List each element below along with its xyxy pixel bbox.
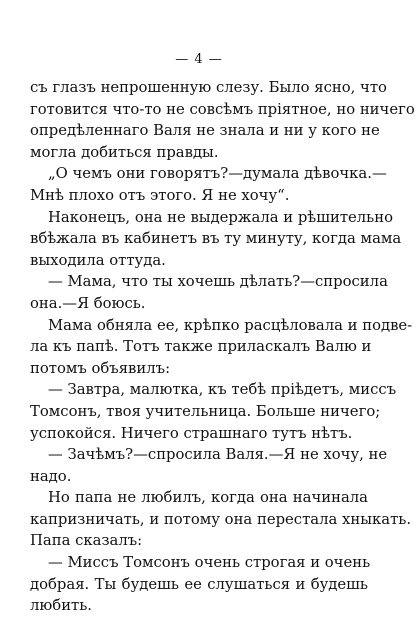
text-line: могла добиться правды. xyxy=(30,143,219,161)
text-line: — Мама, что ты хочешь дѣлать?—спросила xyxy=(48,273,388,291)
text-line: Наконецъ, она не выдержала и рѣшительно xyxy=(48,208,394,226)
text-line: ла къ папѣ. Тотъ также приласкалъ Валю и xyxy=(30,338,372,356)
text-line: — Зачѣмъ?—спросила Валя.—Я не хочу, не xyxy=(48,446,388,464)
text-line: капризничать, и потому она перестала хныкать. xyxy=(30,510,412,528)
text-line: готовится что-то не совсѣмъ пріятное, но ничего xyxy=(30,100,415,118)
text-line: Мама обняла ее, крѣпко расцѣловала и подве- xyxy=(48,316,413,334)
text-line: Мнѣ плохо отъ этого. Я не хочу“. xyxy=(30,186,290,204)
text-line: „О чемъ они говорятъ?—думала дѣвочка.— xyxy=(48,165,387,183)
text-line: добрая. Ты будешь ее слушаться и будешь xyxy=(30,575,368,593)
text-line: она.—Я боюсь. xyxy=(30,294,146,312)
text-line: выходила оттуда. xyxy=(30,251,166,269)
text-line: Папа сказалъ: xyxy=(30,532,143,550)
text-line: — Миссъ Томсонъ очень строгая и очень xyxy=(48,554,371,572)
text-line: вбѣжала въ кабинетъ въ ту минуту, когда мама xyxy=(30,230,402,248)
text-line: потомъ объявилъ: xyxy=(30,359,171,377)
text-line: надо. xyxy=(30,467,72,485)
text-line: успокойся. Ничего страшнаго тутъ нѣтъ. xyxy=(30,424,353,442)
text-line: Томсонъ, твоя учительница. Больше ничего; xyxy=(30,402,381,420)
text-line: — Завтра, малютка, къ тебѣ пріѣдетъ, миссъ xyxy=(48,381,397,399)
text-line: съ глазъ непрошенную слезу. Было ясно, что xyxy=(30,79,387,96)
text-block xyxy=(30,77,415,617)
page-number: — 4 — xyxy=(175,52,223,67)
text-line: Но папа не любилъ, когда она начинала xyxy=(48,489,368,507)
text-line: любить. xyxy=(30,597,92,615)
text-line: опредѣленнаго Валя не знала и ни у кого не xyxy=(30,122,380,140)
